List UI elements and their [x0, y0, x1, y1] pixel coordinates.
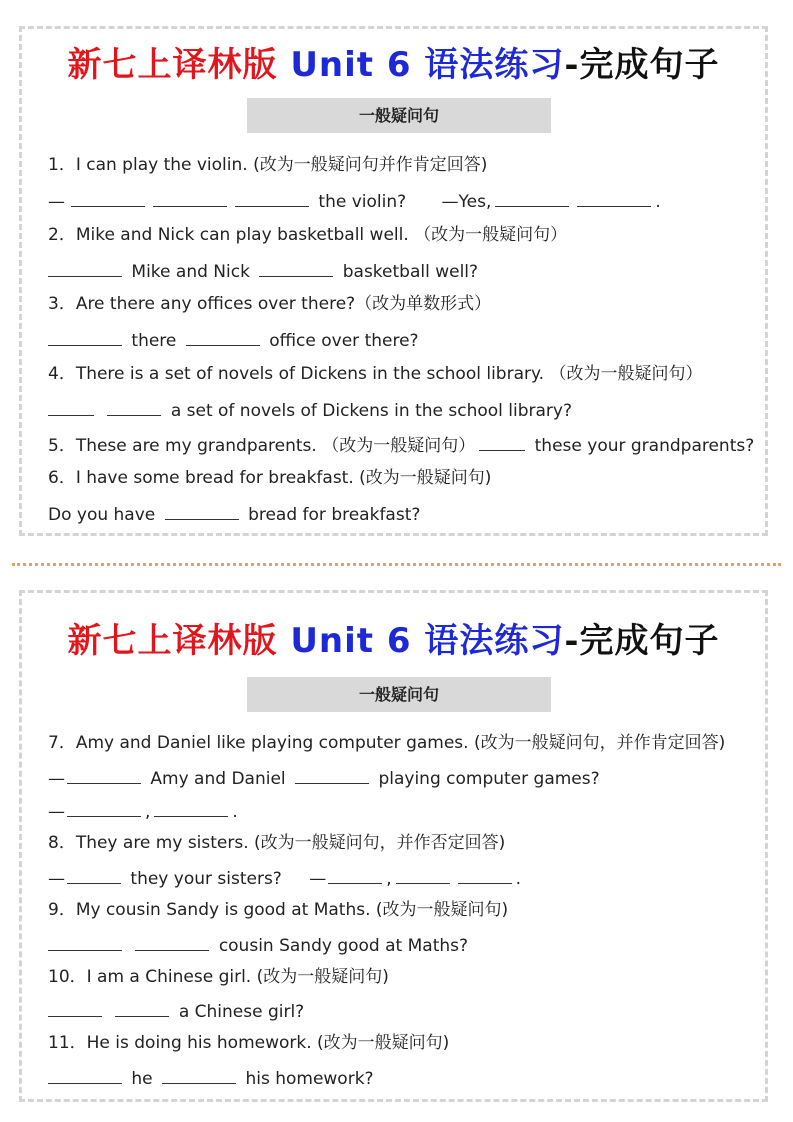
answer-blank[interactable]	[107, 398, 161, 416]
answer-blank[interactable]	[48, 398, 94, 416]
title-grade: 新七上译林版	[67, 621, 278, 661]
answer-line-10: a Chinese girl?	[48, 999, 304, 1023]
answer-blank[interactable]	[135, 933, 209, 951]
worksheet-card-1	[19, 26, 768, 536]
answer-line-6: Do you have bread for breakfast?	[48, 502, 420, 526]
answer-blank[interactable]	[48, 328, 122, 346]
answer-blank[interactable]	[48, 999, 102, 1017]
title-topic: 语法练习	[424, 45, 565, 85]
question-4: 4．There is a set of novels of Dickens in the school library. （改为一般疑问句）	[48, 364, 703, 384]
answer-line-11: he his homework?	[48, 1066, 374, 1090]
answer-line-7: — Amy and Daniel playing computer games?	[48, 766, 600, 790]
question-7: 7．Amy and Daniel like playing computer games. (改为一般疑问句，并作肯定回答)	[48, 733, 726, 753]
answer-blank[interactable]	[153, 189, 227, 207]
answer-blank[interactable]	[67, 799, 141, 817]
answer-blank[interactable]	[495, 189, 569, 207]
answer-blank[interactable]	[458, 866, 512, 884]
answer-blank[interactable]	[115, 999, 169, 1017]
answer-blank[interactable]	[67, 866, 121, 884]
title-grade: 新七上译林版	[67, 45, 278, 85]
question-1: 1．I can play the violin. (改为一般疑问句并作肯定回答)	[48, 155, 488, 175]
question-5: 5．These are my grandparents. （改为一般疑问句） these your grandparents?	[48, 433, 754, 457]
answer-blank[interactable]	[259, 259, 333, 277]
answer-blank[interactable]	[186, 328, 260, 346]
question-8: 8．They are my sisters. (改为一般疑问句，并作否定回答)	[48, 833, 506, 853]
title-task: -完成句子	[564, 45, 720, 85]
section-subtitle: 一般疑问句	[247, 677, 551, 712]
answer-line-2: Mike and Nick basketball well?	[48, 259, 478, 283]
answer-line-3: there office over there?	[48, 328, 419, 352]
page-divider	[12, 563, 781, 566]
answer-line-1: — the violin? —Yes, .	[48, 189, 661, 213]
answer-line-4: a set of novels of Dickens in the school library?	[48, 398, 572, 422]
section-subtitle: 一般疑问句	[247, 98, 551, 133]
question-11: 11．He is doing his homework. (改为一般疑问句)	[48, 1033, 450, 1053]
question-6: 6．I have some bread for breakfast. (改为一般疑问句)	[48, 468, 492, 488]
answer-blank[interactable]	[67, 766, 141, 784]
answer-blank[interactable]	[577, 189, 651, 207]
answer-blank[interactable]	[295, 766, 369, 784]
answer-line-9: cousin Sandy good at Maths?	[48, 933, 468, 957]
answer-blank[interactable]	[48, 933, 122, 951]
question-10: 10．I am a Chinese girl. (改为一般疑问句)	[48, 967, 389, 987]
question-3: 3．Are there any offices over there?（改为单数形式）	[48, 294, 492, 314]
question-2: 2．Mike and Nick can play basketball well. （改为一般疑问句）	[48, 225, 568, 245]
title-topic: 语法练习	[424, 621, 565, 661]
answer-line-7b: — , .	[48, 799, 238, 823]
question-9: 9．My cousin Sandy is good at Maths. (改为一般疑问句)	[48, 900, 509, 920]
worksheet-title	[22, 43, 765, 87]
title-unit: Unit 6	[290, 621, 412, 661]
answer-blank[interactable]	[165, 502, 239, 520]
worksheet-card-2	[19, 590, 768, 1102]
title-task: -完成句子	[564, 621, 720, 661]
answer-blank[interactable]	[479, 433, 525, 451]
answer-blank[interactable]	[154, 799, 228, 817]
title-unit: Unit 6	[290, 45, 412, 85]
answer-line-8: — they your sisters? — , .	[48, 866, 521, 890]
answer-blank[interactable]	[328, 866, 382, 884]
answer-blank[interactable]	[235, 189, 309, 207]
answer-blank[interactable]	[48, 1066, 122, 1084]
answer-blank[interactable]	[48, 259, 122, 277]
answer-blank[interactable]	[162, 1066, 236, 1084]
answer-blank[interactable]	[396, 866, 450, 884]
worksheet-title	[22, 619, 765, 663]
answer-blank[interactable]	[71, 189, 145, 207]
